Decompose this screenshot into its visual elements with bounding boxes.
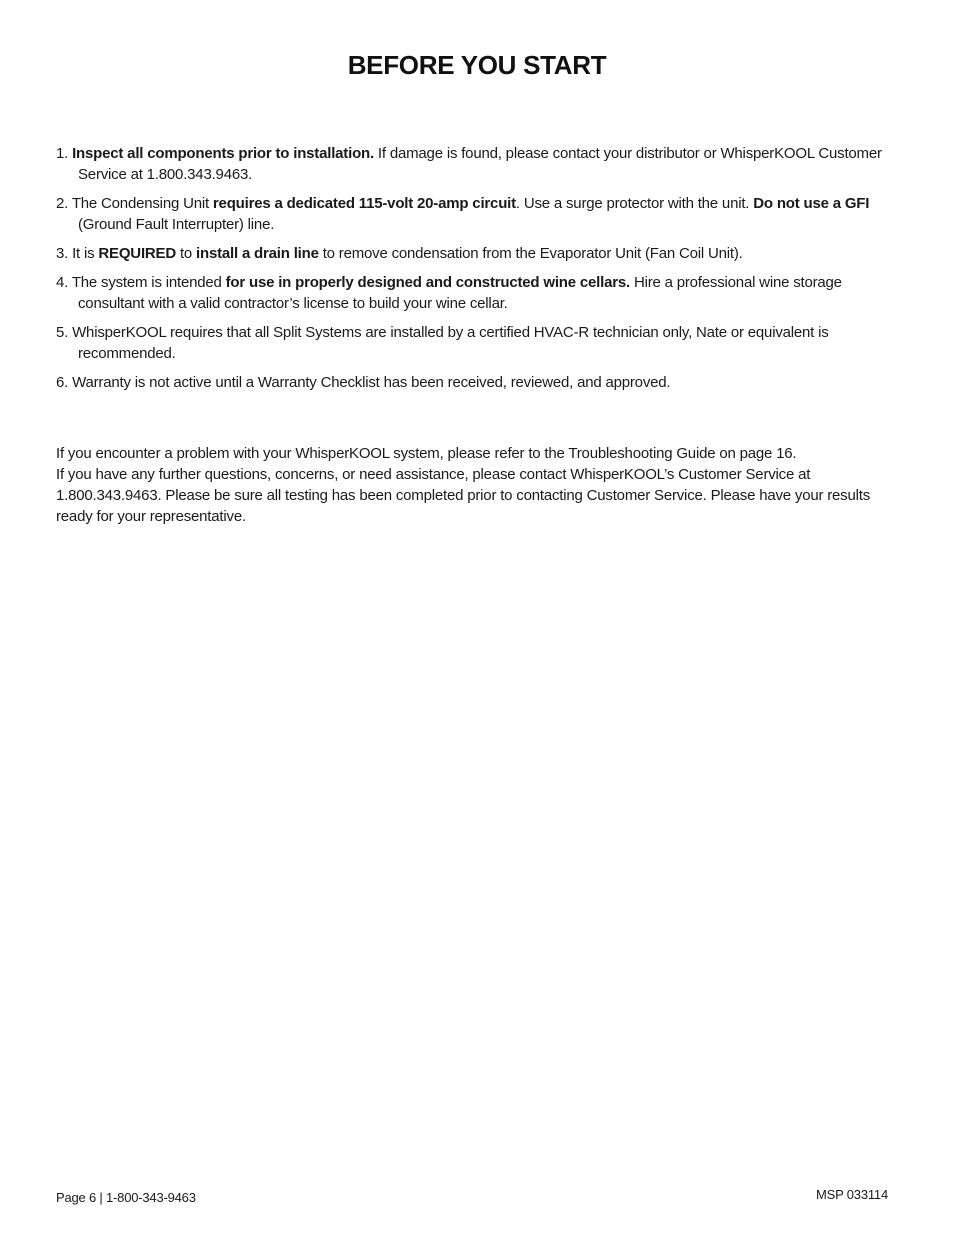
- list-item-text: Hire a professional wine storage consultant with a valid contractor’s license to build your wine cellar.: [78, 274, 842, 312]
- footer-page-number: Page 6 | 1-800-343-9463: [56, 1190, 196, 1205]
- list-item-text: The system is intended: [68, 274, 226, 291]
- instruction-list: [56, 143, 898, 401]
- list-item-number: 6.: [56, 374, 69, 391]
- list-item-text: If damage is found, please contact your distributor or WhisperKOOL Customer Service at 1.800.343.9463.: [78, 145, 882, 183]
- list-item-number: 3.: [56, 245, 69, 262]
- list-item: [56, 193, 898, 235]
- list-item-text: Warranty is not active until a Warranty Checklist has been received, reviewed, and approved.: [68, 374, 671, 391]
- list-item-text: to: [175, 245, 197, 262]
- list-item-text: (Ground Fault Interrupter) line.: [78, 216, 275, 233]
- footer-document-code: MSP 033114: [816, 1187, 888, 1202]
- list-item-bold-text: install a drain line: [196, 245, 319, 262]
- closing-line-2: If you have any further questions, concerns, or need assistance, please contact WhisperKOOL’s Customer Service at 1.800.343.9463. Please be sure all testing has been completed prior to contacting Customer Service. Please have your results ready for your representative.: [56, 466, 871, 525]
- list-item-text: WhisperKOOL requires that all Split Systems are installed by a certified HVAC-R technician only, Nate or equivalent is recommended.: [68, 324, 829, 362]
- list-item-bold-text: Do not use a GFI: [753, 195, 870, 212]
- closing-line-1: If you encounter a problem with your WhisperKOOL system, please refer to the Troubleshooting Guide on page 16.: [56, 445, 797, 462]
- page-title: BEFORE YOU START: [347, 50, 607, 80]
- closing-paragraph: [56, 443, 898, 527]
- list-item: [56, 322, 898, 364]
- list-item-bold-text: for use in properly designed and constructed wine cellars.: [225, 274, 630, 291]
- list-item-number: 5.: [56, 324, 69, 341]
- list-item-bold-text: Inspect all components prior to installation.: [72, 145, 374, 162]
- list-item-text: to remove condensation from the Evaporator Unit (Fan Coil Unit).: [318, 245, 743, 262]
- list-item-text: . Use a surge protector with the unit.: [515, 195, 754, 212]
- list-item-number: 1.: [56, 145, 69, 162]
- list-item: [56, 372, 898, 393]
- list-item: [56, 143, 898, 185]
- list-item: [56, 243, 898, 264]
- list-item: [56, 272, 898, 314]
- list-item-text: The Condensing Unit: [68, 195, 213, 212]
- list-item-bold-text: requires a dedicated 115-volt 20-amp circuit: [212, 195, 516, 212]
- list-item-bold-text: REQUIRED: [98, 245, 176, 262]
- list-item-number: 4.: [56, 274, 69, 291]
- list-item-text: It is: [68, 245, 99, 262]
- list-item-number: 2.: [56, 195, 69, 212]
